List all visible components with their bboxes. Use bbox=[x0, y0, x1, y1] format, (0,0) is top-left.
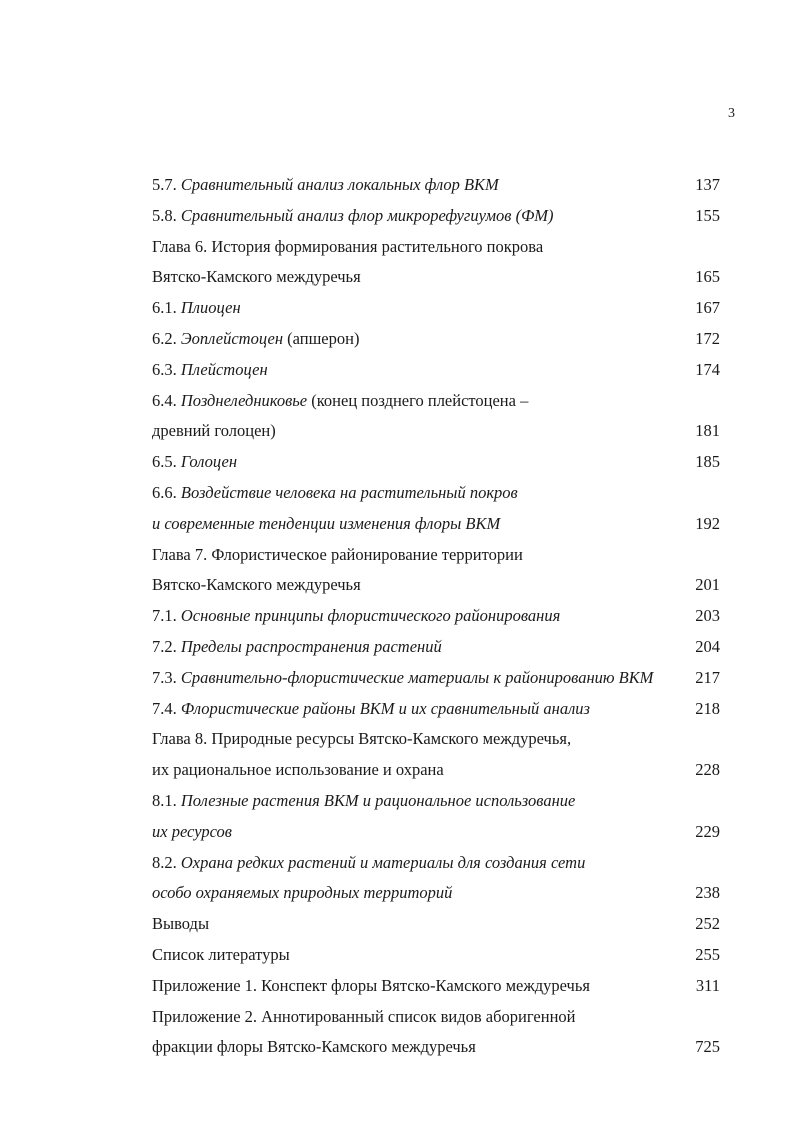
toc-entry bbox=[152, 262, 720, 293]
toc-entry-page: 238 bbox=[695, 883, 720, 903]
toc-entry-title: (конец позднего плейстоцена – bbox=[307, 390, 529, 410]
toc-entry-number: 6.5. bbox=[152, 452, 181, 472]
toc-entry-title-italic: Позднеледниковье bbox=[180, 390, 308, 410]
toc-entry bbox=[152, 878, 720, 909]
toc-entry-page: 181 bbox=[695, 421, 720, 441]
toc-entry-page: 203 bbox=[695, 606, 720, 626]
toc-entry-number: 7.1. bbox=[152, 606, 181, 626]
toc-entry-number: 6.1. bbox=[152, 298, 181, 318]
toc-entry-page: 172 bbox=[695, 328, 720, 348]
toc-entry bbox=[152, 324, 720, 355]
toc-entry-number: 6.4. bbox=[152, 390, 181, 410]
toc-entry-title: Приложение 2. Аннотированный список видов аборигенной bbox=[152, 1006, 576, 1026]
toc-entry bbox=[152, 848, 720, 879]
toc-entry-title: их рациональное использование и охрана bbox=[152, 760, 444, 780]
toc-entry bbox=[152, 570, 720, 601]
toc-entry-page: 201 bbox=[695, 575, 720, 595]
toc-entry bbox=[152, 632, 720, 663]
toc-entry-title: Выводы bbox=[152, 914, 210, 934]
toc-entry-title-italic: Плиоцен bbox=[180, 298, 241, 318]
toc-entry-title-italic: Флористические районы ВКМ и их сравнительный анализ bbox=[180, 698, 590, 718]
toc-entry bbox=[152, 201, 720, 232]
toc-entry-title: Глава 6. История формирования растительного покрова bbox=[152, 236, 544, 256]
toc-entry-title: Приложение 1. Конспект флоры Вятско-Камского междуречья bbox=[152, 975, 590, 995]
toc-entry bbox=[152, 447, 720, 478]
toc-entry-number: 6.6. bbox=[152, 482, 181, 502]
toc-entry-title-italic: Плейстоцен bbox=[180, 359, 268, 379]
toc-entry-title-italic: Полезные растения ВКМ и рациональное использование bbox=[180, 790, 576, 810]
toc-entry-page: 192 bbox=[695, 513, 720, 533]
toc-entry-number: 6.3. bbox=[152, 359, 181, 379]
toc-entry-number: 7.4. bbox=[152, 698, 181, 718]
toc-entry-title-italic: Воздействие человека на растительный покров bbox=[180, 482, 518, 502]
table-of-contents bbox=[152, 170, 720, 1063]
toc-entry bbox=[152, 694, 720, 725]
toc-entry-title: Глава 7. Флористическое районирование территории bbox=[152, 544, 523, 564]
toc-entry-title: Вятско-Камского междуречья bbox=[152, 575, 361, 595]
toc-entry-page: 725 bbox=[695, 1037, 720, 1057]
toc-entry-title-italic: Охрана редких растений и материалы для создания сети bbox=[180, 852, 586, 872]
toc-entry-page: 311 bbox=[695, 975, 720, 995]
toc-entry bbox=[152, 601, 720, 632]
toc-entry-title-italic: Эоплейстоцен bbox=[180, 328, 284, 348]
toc-entry-page: 255 bbox=[695, 944, 720, 964]
toc-entry bbox=[152, 755, 720, 786]
toc-entry-page: 229 bbox=[695, 821, 720, 841]
toc-entry-number: 8.2. bbox=[152, 852, 181, 872]
toc-entry-number: 5.8. bbox=[152, 205, 181, 225]
toc-entry-title-italic: Основные принципы флористического районирования bbox=[180, 606, 561, 626]
toc-entry-page: 217 bbox=[695, 667, 720, 687]
toc-entry-title-italic: особо охраняемых природных территорий bbox=[152, 883, 453, 903]
toc-entry bbox=[152, 509, 720, 540]
toc-entry bbox=[152, 724, 720, 755]
toc-entry-number: 7.2. bbox=[152, 636, 181, 656]
toc-entry bbox=[152, 909, 720, 940]
toc-entry bbox=[152, 786, 720, 817]
toc-entry-number: 8.1. bbox=[152, 790, 181, 810]
toc-entry-title: древний голоцен) bbox=[152, 421, 276, 441]
toc-entry-number: 5.7. bbox=[152, 175, 181, 194]
toc-entry bbox=[152, 540, 720, 571]
toc-entry-title-italic: и современные тенденции изменения флоры ВКМ bbox=[152, 513, 501, 533]
toc-entry-page: 228 bbox=[695, 760, 720, 780]
toc-entry bbox=[152, 232, 720, 263]
toc-entry bbox=[152, 663, 720, 694]
toc-entry-title: Вятско-Камского междуречья bbox=[152, 267, 361, 287]
toc-entry bbox=[152, 355, 720, 386]
toc-entry-title: Список литературы bbox=[152, 944, 290, 964]
toc-entry bbox=[152, 293, 720, 324]
toc-entry-title-italic: Пределы распространения растений bbox=[180, 636, 442, 656]
toc-entry-page: 174 bbox=[695, 359, 720, 379]
toc-entry-page: 137 bbox=[695, 175, 720, 194]
toc-entry-number: 7.3. bbox=[152, 667, 181, 687]
toc-entry-page: 204 bbox=[695, 636, 720, 656]
toc-entry-title: фракции флоры Вятско-Камского междуречья bbox=[152, 1037, 476, 1057]
toc-entry-page: 155 bbox=[695, 205, 720, 225]
toc-entry-number: 6.2. bbox=[152, 328, 181, 348]
toc-entry-title-italic: Сравнительный анализ флор микрорефугиумов (ФМ) bbox=[180, 205, 554, 225]
toc-entry bbox=[152, 416, 720, 447]
page-number: 3 bbox=[728, 106, 735, 121]
toc-entry-page: 165 bbox=[695, 267, 720, 287]
toc-entry-page: 167 bbox=[695, 298, 720, 318]
toc-entry-title-italic: Голоцен bbox=[180, 452, 238, 472]
toc-entry-title-italic: их ресурсов bbox=[152, 821, 232, 841]
toc-entry bbox=[152, 817, 720, 848]
toc-entry bbox=[152, 170, 720, 201]
toc-entry bbox=[152, 971, 720, 1002]
toc-entry-page: 252 bbox=[695, 914, 720, 934]
toc-entry bbox=[152, 1032, 720, 1063]
toc-entry-title: Глава 8. Природные ресурсы Вятско-Камского междуречья, bbox=[152, 729, 572, 749]
toc-entry bbox=[152, 386, 720, 417]
toc-entry bbox=[152, 1002, 720, 1033]
toc-entry bbox=[152, 940, 720, 971]
toc-entry-title-italic: Сравнительный анализ локальных флор ВКМ bbox=[180, 175, 499, 194]
toc-entry bbox=[152, 478, 720, 509]
toc-entry-title-italic: Сравнительно-флористические материалы к районированию ВКМ bbox=[180, 667, 654, 687]
toc-entry-page: 185 bbox=[695, 452, 720, 472]
toc-entry-page: 218 bbox=[695, 698, 720, 718]
toc-entry-title: (апшерон) bbox=[283, 328, 360, 348]
